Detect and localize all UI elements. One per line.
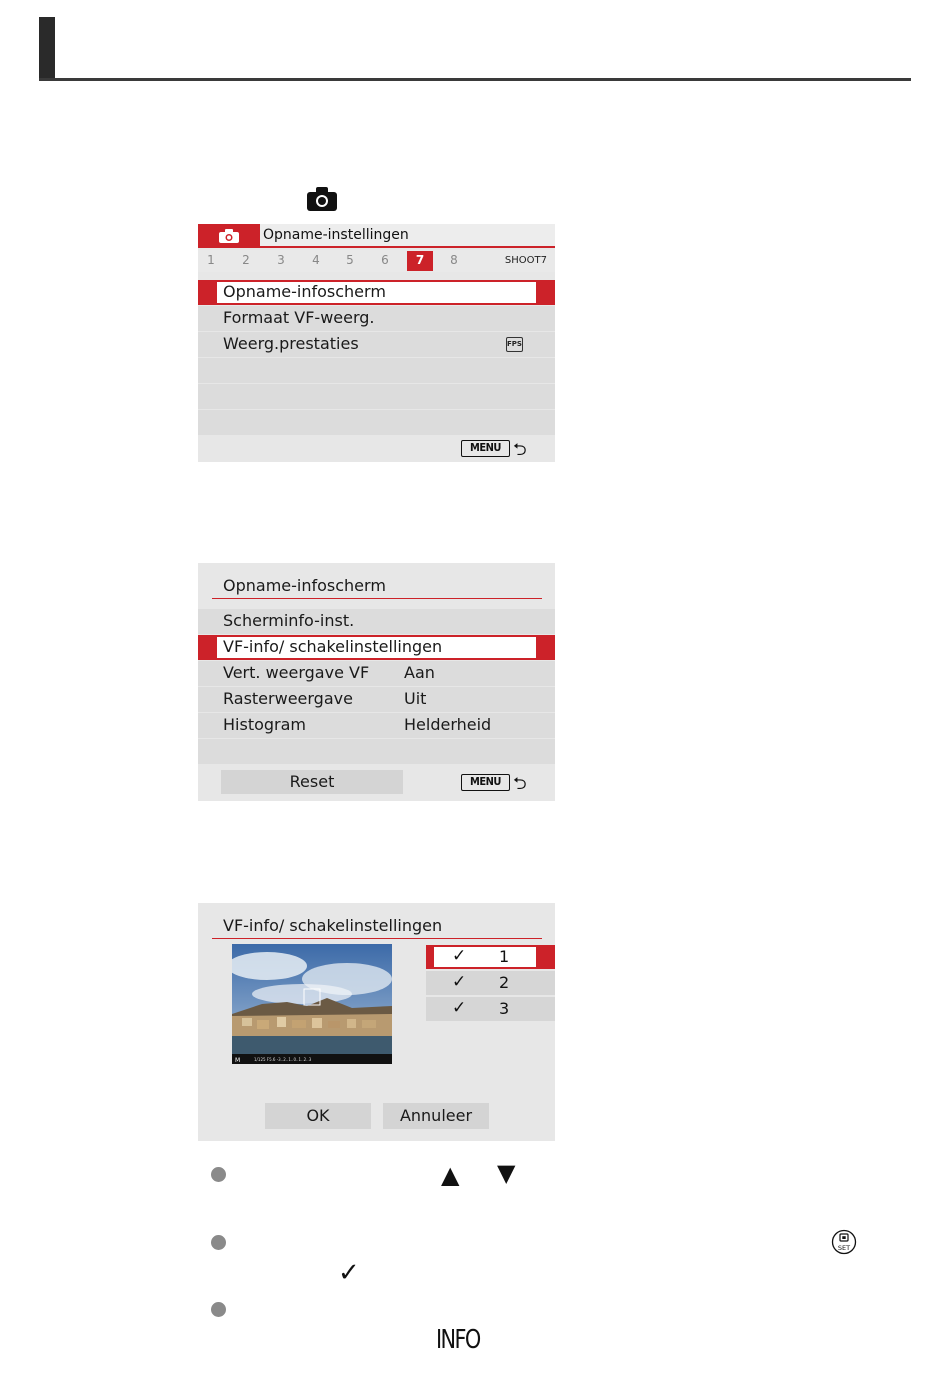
title-underline <box>212 938 542 939</box>
shooting-tab[interactable] <box>198 224 260 248</box>
bullet-point <box>211 1302 226 1317</box>
page-tab-4[interactable]: 4 <box>312 253 320 267</box>
menu-button-label: MENU <box>461 774 510 791</box>
viewfinder-preview-image <box>232 944 392 1064</box>
return-arrow-icon: ⮌ <box>513 440 527 460</box>
menu-item-label: Histogram <box>223 715 306 734</box>
title-underline <box>212 598 542 599</box>
menu-item-formaat-vf[interactable] <box>198 306 555 331</box>
screen-title: Opname-infoscherm <box>223 576 386 595</box>
camera-tab-icon <box>218 228 240 244</box>
tab-tag: SHOOT7 <box>504 255 547 266</box>
vf-info-switch-screen <box>198 903 555 1141</box>
menu-item-empty <box>198 358 555 383</box>
menu-item-histogram[interactable] <box>198 713 555 738</box>
menu-item-vf-info[interactable] <box>198 635 555 660</box>
menu-item-empty <box>198 739 555 764</box>
page-tab-1[interactable]: 1 <box>207 253 215 267</box>
menu-item-label: Scherminfo-inst. <box>223 611 355 630</box>
menu-item-value: Helderheid <box>404 715 492 734</box>
menu-item-scherminfo[interactable] <box>198 609 555 634</box>
menu-item-empty <box>198 410 555 435</box>
option-number: 3 <box>499 999 510 1018</box>
cancel-button[interactable]: Annuleer <box>383 1103 489 1129</box>
page-tab-2[interactable]: 2 <box>242 253 250 267</box>
option-number: 2 <box>499 973 510 992</box>
page-tab-3[interactable]: 3 <box>277 253 285 267</box>
display-option-1[interactable] <box>426 945 555 969</box>
menu-item-label: Formaat VF-weerg. <box>223 308 375 327</box>
display-option-2[interactable] <box>426 971 555 995</box>
option-number: 1 <box>499 947 510 966</box>
menu-item-vert-weergave[interactable] <box>198 661 555 686</box>
menu-back-button[interactable] <box>461 440 531 458</box>
menu-back-button[interactable] <box>461 774 531 792</box>
page-tab-7[interactable]: 7 <box>407 251 433 271</box>
ok-button[interactable]: OK <box>265 1103 371 1129</box>
menu-tab-bar <box>198 224 555 248</box>
screen-title: VF-info/ schakelinstellingen <box>223 916 443 935</box>
menu-item-rasterweergave[interactable] <box>198 687 555 712</box>
page-tab-5[interactable]: 5 <box>346 253 354 267</box>
camera-icon <box>306 186 338 212</box>
shooting-menu-screen <box>198 224 555 462</box>
reset-button[interactable]: Reset <box>221 770 403 794</box>
section-header-block <box>39 17 55 81</box>
return-arrow-icon: ⮌ <box>513 774 527 794</box>
page-tab-6[interactable]: 6 <box>381 253 389 267</box>
menu-item-label: Opname-infoscherm <box>223 282 386 301</box>
info-button-icon: INFO <box>436 1325 480 1355</box>
menu-item-label: VF-info/ schakelinstellingen <box>223 637 443 656</box>
menu-item-value: Aan <box>404 663 435 682</box>
menu-item-value: Uit <box>404 689 427 708</box>
section-header-rule <box>39 78 911 81</box>
display-option-3[interactable] <box>426 997 555 1021</box>
selection-highlight <box>434 947 536 967</box>
svg-text:1/125 F5.6 -3..2..1..0..1..2..: 1/125 F5.6 -3..2..1..0..1..2..3 <box>254 1057 312 1062</box>
menu-item-opname-infoscherm[interactable] <box>198 280 555 305</box>
bullet-point <box>211 1167 226 1182</box>
set-button-icon <box>831 1229 857 1255</box>
svg-text:M: M <box>235 1057 241 1064</box>
page-tab-8[interactable]: 8 <box>450 253 458 267</box>
fps-icon: FPS <box>506 337 523 352</box>
menu-title: Opname-instellingen <box>263 227 409 243</box>
menu-item-label: Rasterweergave <box>223 689 353 708</box>
page-number-tabs <box>198 250 555 272</box>
menu-item-label: Vert. weergave VF <box>223 663 370 682</box>
checkmark-icon: ✓ <box>452 946 467 966</box>
checkmark-icon: ✓ <box>338 1258 360 1288</box>
bullet-point <box>211 1235 226 1250</box>
up-arrow-icon: ▲ <box>441 1161 460 1189</box>
checkmark-icon: ✓ <box>452 972 467 992</box>
down-arrow-icon: ▼ <box>497 1159 516 1187</box>
checkmark-icon: ✓ <box>452 998 467 1018</box>
menu-button-label: MENU <box>461 440 510 457</box>
set-label: SET <box>837 1244 851 1252</box>
menu-item-label: Weerg.prestaties <box>223 334 359 353</box>
menu-item-empty <box>198 384 555 409</box>
menu-item-weerg-prestaties[interactable] <box>198 332 555 357</box>
opname-infoscherm-screen <box>198 563 555 801</box>
